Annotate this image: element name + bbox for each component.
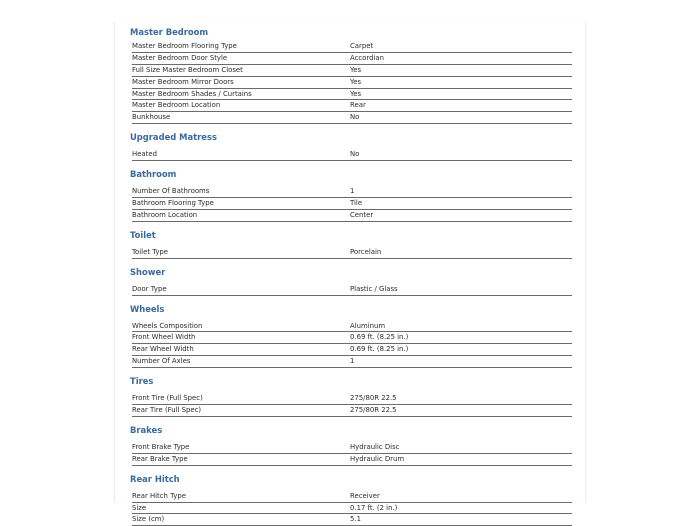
- row-label: Rear Tire (Full Spec): [132, 406, 202, 415]
- section-wheels: [130, 304, 584, 369]
- row-value: Tile: [350, 199, 363, 208]
- row-value: Accordian: [350, 53, 384, 62]
- table-row: [132, 89, 572, 101]
- section-title: Upgraded Matress: [130, 132, 217, 143]
- row-value: 5.1: [350, 515, 361, 524]
- row-value: Aluminum: [350, 321, 386, 330]
- spec-table: [132, 186, 572, 222]
- row-label: Size: [132, 503, 147, 512]
- section-brakes: [130, 425, 584, 466]
- row-label: Wheels Composition: [132, 321, 203, 330]
- section-toilet: [130, 230, 584, 259]
- row-value: 275/80R 22.5: [350, 406, 397, 415]
- spec-table: [132, 284, 572, 296]
- table-row: [132, 198, 572, 210]
- section-title: Shower: [130, 266, 166, 277]
- row-label: Number Of Axles: [132, 357, 191, 366]
- table-row: [132, 77, 572, 89]
- table-row: [132, 442, 572, 454]
- section-title: Rear Hitch: [130, 473, 180, 484]
- spec-table: [132, 491, 572, 526]
- table-row: [132, 149, 572, 161]
- section-rear-hitch: [130, 474, 584, 526]
- section-upgraded-matress: [130, 132, 584, 161]
- spec-table: [132, 247, 572, 259]
- row-value: 0.17 ft. (2 in.): [350, 503, 398, 512]
- row-value: No: [350, 113, 360, 122]
- table-row: [132, 284, 572, 296]
- row-label: Front Wheel Width: [132, 333, 196, 342]
- row-label: Master Bedroom Shades / Curtains: [132, 89, 252, 98]
- row-label: Master Bedroom Door Style: [132, 53, 228, 62]
- table-row: [132, 112, 572, 124]
- table-row: [132, 454, 572, 466]
- table-row: [132, 344, 572, 356]
- table-row: [132, 210, 572, 222]
- row-label: Number Of Bathrooms: [132, 187, 210, 196]
- row-value: No: [350, 150, 360, 159]
- row-value: Hydraulic Drum: [350, 454, 405, 463]
- table-row: [132, 186, 572, 198]
- row-value: Hydraulic Disc: [350, 442, 400, 451]
- row-label: Front Brake Type: [132, 442, 190, 451]
- row-value: Rear: [350, 101, 366, 110]
- row-label: Heated: [132, 150, 157, 159]
- section-title: Master Bedroom: [130, 27, 209, 37]
- row-value: Center: [350, 210, 374, 219]
- table-row: [132, 53, 572, 65]
- section-shower: [130, 267, 584, 296]
- row-value: 275/80R 22.5: [350, 394, 397, 403]
- spec-table: [132, 321, 572, 369]
- row-label: Door Type: [132, 284, 167, 293]
- spec-content: [130, 27, 584, 526]
- table-row: [132, 65, 572, 77]
- row-label: Master Bedroom Mirror Doors: [132, 77, 234, 86]
- table-row: [132, 321, 572, 333]
- section-title: Tires: [130, 376, 154, 387]
- table-row: [132, 100, 572, 112]
- spec-table: [132, 149, 572, 161]
- row-label: Rear Hitch Type: [132, 491, 186, 500]
- row-label: Front Tire (Full Spec): [132, 394, 203, 403]
- row-label: Toilet Type: [132, 247, 169, 256]
- section-master-bedroom: [130, 27, 584, 124]
- table-row: [132, 247, 572, 259]
- spec-table: [132, 393, 572, 417]
- row-label: Size (cm): [132, 515, 165, 524]
- row-label: Full Size Master Bedroom Closet: [132, 65, 243, 74]
- row-value: Receiver: [350, 491, 380, 500]
- row-value: 1: [350, 187, 355, 196]
- table-row: [132, 356, 572, 368]
- row-label: Rear Wheel Width: [132, 345, 194, 354]
- row-value: 0.69 ft. (8.25 in.): [350, 333, 409, 342]
- section-title: Toilet: [130, 229, 156, 240]
- row-value: 1: [350, 357, 355, 366]
- table-row: [132, 393, 572, 405]
- row-label: Rear Brake Type: [132, 454, 188, 463]
- spec-table: [132, 41, 572, 124]
- table-row: [132, 405, 572, 417]
- section-bathroom: [130, 169, 584, 222]
- table-row: [132, 514, 572, 526]
- section-title: Wheels: [130, 303, 165, 314]
- row-value: 0.69 ft. (8.25 in.): [350, 345, 409, 354]
- table-row: [132, 491, 572, 503]
- spec-table: [132, 442, 572, 466]
- section-tires: [130, 376, 584, 417]
- table-row: [132, 41, 572, 53]
- table-row: [132, 332, 572, 344]
- table-row: [132, 503, 572, 515]
- row-label: Bathroom Location: [132, 210, 198, 219]
- spec-sheet: [114, 22, 586, 524]
- row-label: Master Bedroom Location: [132, 101, 221, 110]
- row-value: Porcelain: [350, 247, 382, 256]
- row-label: Bathroom Flooring Type: [132, 199, 214, 208]
- row-value: Plastic / Glass: [350, 284, 398, 293]
- row-value: Yes: [350, 77, 362, 86]
- row-value: Yes: [350, 65, 362, 74]
- row-value: Yes: [350, 89, 362, 98]
- row-label: Master Bedroom Flooring Type: [132, 42, 237, 50]
- section-title: Brakes: [130, 424, 163, 435]
- section-title: Bathroom: [130, 169, 177, 180]
- row-value: Carpet: [350, 42, 374, 50]
- row-label: Bunkhouse: [132, 113, 171, 122]
